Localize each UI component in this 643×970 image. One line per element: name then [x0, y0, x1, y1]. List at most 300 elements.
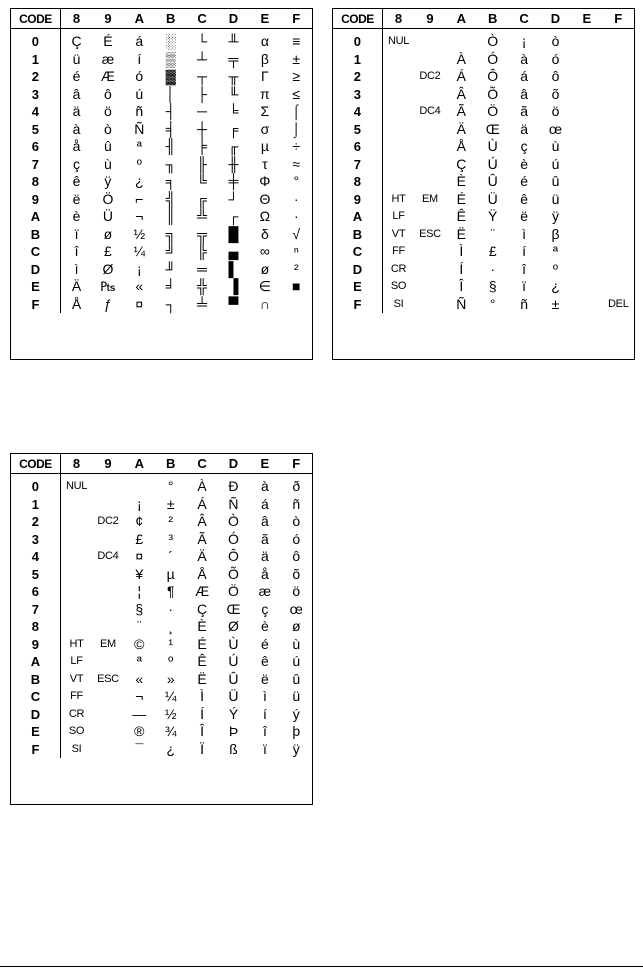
char-cell — [61, 583, 92, 601]
char-cell: ⌐ — [135, 190, 144, 207]
row-code: 5 — [31, 121, 40, 137]
char-cell — [92, 653, 123, 671]
char-column — [383, 29, 414, 313]
char-cell: Ä — [456, 120, 466, 137]
char-cell — [571, 156, 602, 174]
char-cell: ∩ — [259, 295, 270, 312]
char-cell: ä — [72, 103, 81, 119]
char-cell: α — [260, 33, 269, 49]
char-cell — [383, 121, 414, 139]
column-header: 9 — [426, 11, 434, 26]
char-column — [155, 29, 186, 313]
char-cell: ú — [135, 85, 144, 102]
char-cell: ╬ — [197, 278, 208, 294]
char-cell: å — [72, 138, 81, 154]
char-cell: FF — [392, 245, 405, 257]
char-cell: º — [136, 155, 142, 172]
char-cell: ≤ — [292, 85, 301, 102]
char-cell — [383, 68, 414, 86]
char-cell — [92, 478, 123, 496]
char-cell — [383, 86, 414, 104]
row-code: 0 — [31, 479, 40, 494]
char-cell: LF — [392, 210, 405, 222]
char-cell — [571, 51, 602, 69]
char-cell: Ä — [71, 278, 82, 294]
char-cell: ¡ — [136, 260, 142, 277]
char-cell: ë — [72, 190, 81, 207]
row-code: 6 — [353, 139, 362, 154]
char-cell — [92, 601, 123, 619]
char-cell: ¼ — [164, 688, 177, 704]
char-cell: à — [260, 478, 269, 494]
char-cell: ó — [135, 68, 144, 84]
char-cell: û — [292, 670, 301, 687]
char-cell — [603, 173, 634, 191]
column-header: B — [166, 11, 176, 26]
char-cell: ° — [293, 173, 300, 189]
char-cell: å — [260, 565, 269, 582]
char-cell: Ï — [200, 740, 205, 757]
char-cell: ╜ — [165, 260, 176, 277]
char-cell: σ — [260, 120, 270, 137]
char-cell: EM — [99, 637, 116, 650]
char-cell: ò — [551, 33, 560, 49]
char-cell: ç — [261, 600, 269, 617]
char-cell: ö — [104, 103, 112, 119]
char-cell: ñ — [292, 495, 301, 512]
char-cell: ╗ — [165, 225, 176, 242]
char-cell: ´ — [168, 548, 174, 564]
char-cell: £ — [135, 530, 144, 547]
char-cell: β — [551, 225, 560, 242]
char-cell: Ç — [456, 155, 467, 172]
column-header: E — [260, 456, 270, 471]
char-cell: ê — [72, 173, 81, 189]
char-cell: FF — [70, 690, 83, 702]
char-cell: ñ — [520, 295, 528, 312]
char-cell: ÷ — [292, 138, 301, 154]
char-cell: ¿ — [166, 740, 175, 757]
char-cell: ô — [292, 548, 301, 564]
char-column — [281, 474, 312, 758]
char-cell — [92, 723, 123, 741]
char-column — [281, 29, 312, 313]
row-code: 0 — [353, 34, 362, 49]
char-cell: £ — [104, 243, 112, 259]
char-cell: ³ — [168, 530, 174, 547]
char-cell — [603, 86, 634, 104]
char-cell: Ò — [228, 513, 239, 529]
char-cell — [414, 243, 445, 261]
char-cell: ¶ — [166, 583, 175, 599]
char-cell: Ê — [456, 208, 466, 224]
row-code: B — [30, 226, 41, 242]
char-cell: ä — [260, 548, 269, 564]
char-cell: ¤ — [135, 295, 144, 312]
char-cell: Û — [228, 670, 239, 687]
char-cell: Œ — [226, 600, 241, 617]
page-bottom-rule — [0, 966, 643, 967]
char-cell — [92, 741, 123, 759]
char-cell — [571, 296, 602, 314]
row-code: 1 — [31, 496, 40, 512]
char-cell — [603, 121, 634, 139]
char-cell: ¾ — [164, 723, 177, 739]
char-column — [571, 29, 602, 313]
char-cell: LF — [70, 655, 83, 667]
row-code: E — [31, 279, 40, 294]
char-cell: â — [72, 85, 81, 102]
row-code: 3 — [31, 86, 40, 102]
char-cell: Œ — [485, 120, 500, 137]
char-cell: ▒ — [165, 50, 176, 67]
char-cell: ÿ — [551, 208, 559, 224]
char-cell: º — [168, 653, 174, 669]
char-cell: SO — [68, 725, 85, 737]
char-cell: ╧ — [197, 295, 208, 312]
char-cell: ç — [73, 155, 81, 172]
char-column — [218, 29, 249, 313]
char-cell: á — [260, 495, 269, 512]
char-column — [124, 474, 155, 758]
char-cell: ã — [260, 530, 269, 547]
char-cell — [603, 261, 634, 279]
char-cell: Ø — [228, 618, 239, 634]
char-cell: Ó — [487, 50, 499, 67]
code-header: CODE — [11, 9, 61, 28]
char-cell: EM — [421, 192, 438, 205]
char-cell: ¢ — [135, 513, 144, 529]
table-body — [11, 29, 312, 313]
char-cell: « — [135, 670, 144, 687]
char-cell: ö — [551, 103, 560, 119]
char-cell — [603, 156, 634, 174]
char-cell: Σ — [260, 103, 270, 119]
char-cell: ÿ — [104, 173, 112, 189]
char-cell: è — [520, 155, 528, 172]
char-cell: ▓ — [165, 68, 176, 84]
char-cell — [571, 138, 602, 156]
row-code: F — [31, 741, 40, 757]
char-cell: Þ — [228, 723, 239, 739]
row-code: 1 — [31, 51, 40, 67]
char-cell: Ô — [228, 548, 239, 564]
char-cell: ñ — [135, 103, 144, 119]
char-cell — [446, 33, 477, 51]
char-cell — [61, 618, 92, 636]
char-cell — [414, 208, 445, 226]
char-cell: ¿ — [551, 278, 560, 294]
char-cell: â — [260, 513, 269, 529]
char-cell: ¥ — [135, 565, 144, 582]
char-cell: Î — [200, 723, 205, 739]
char-cell: δ — [260, 225, 269, 242]
char-cell: · — [293, 208, 299, 224]
char-cell: Å — [197, 565, 207, 582]
char-cell: ╝ — [165, 243, 176, 259]
char-cell: ú — [292, 653, 301, 669]
char-cell: ╡ — [165, 120, 176, 137]
char-cell: Û — [487, 173, 498, 189]
char-cell: ╛ — [165, 278, 176, 294]
char-cell: Ö — [102, 190, 114, 207]
char-cell: ª — [552, 243, 559, 259]
char-cell — [603, 103, 634, 121]
char-cell: ô — [551, 68, 560, 84]
char-cell: Í — [200, 705, 205, 722]
row-code: F — [353, 296, 362, 312]
char-cell — [61, 531, 92, 549]
char-cell: è — [72, 208, 81, 224]
char-cell: ¹ — [168, 635, 174, 652]
char-cell: ⁿ — [293, 243, 299, 259]
char-cell: ■ — [292, 278, 301, 294]
char-cell: Ø — [102, 260, 114, 277]
row-code: 2 — [31, 514, 40, 529]
char-cell: Ú — [487, 155, 498, 172]
char-cell: ╞ — [197, 138, 208, 154]
char-cell: È — [456, 173, 466, 189]
char-cell: ∞ — [259, 243, 270, 259]
char-cell: Ç — [71, 33, 82, 49]
char-cell: ù — [292, 635, 301, 652]
char-cell: ¬ — [135, 688, 144, 704]
char-cell: ² — [168, 513, 174, 529]
char-cell: ╩ — [197, 208, 208, 224]
char-cell — [571, 278, 602, 296]
char-cell: ß — [229, 740, 238, 757]
char-cell: ESC — [97, 672, 119, 685]
char-cell: ╚ — [197, 173, 208, 189]
code-table-1 — [10, 8, 313, 360]
char-cell: ï — [74, 225, 79, 242]
char-cell — [603, 191, 634, 209]
row-code: A — [30, 654, 41, 669]
column-header: D — [550, 11, 561, 26]
char-cell: î — [74, 243, 79, 259]
char-cell: î — [522, 260, 527, 277]
char-cell: ï — [522, 278, 527, 294]
char-cell — [603, 138, 634, 156]
char-cell: Ó — [228, 530, 239, 547]
char-cell: │ — [166, 85, 176, 102]
char-cell: ¡ — [521, 33, 527, 49]
char-cell: õ — [292, 565, 301, 582]
char-cell — [603, 243, 634, 261]
char-cell — [571, 173, 602, 191]
char-cell: DEL — [608, 297, 629, 310]
char-cell: ¼ — [133, 243, 146, 259]
char-cell: Å — [456, 138, 466, 154]
char-cell: § — [135, 600, 144, 617]
char-cell: ┌ — [228, 208, 239, 224]
char-cell: û — [551, 173, 560, 189]
char-cell — [61, 566, 92, 584]
char-cell: ▄ — [228, 243, 239, 259]
column-header: E — [260, 11, 270, 26]
char-cell — [571, 33, 602, 51]
row-code: 8 — [31, 174, 40, 189]
char-cell: À — [197, 478, 207, 494]
char-cell: ¨ — [490, 225, 496, 242]
char-column — [186, 474, 217, 758]
char-cell: ─ — [197, 103, 208, 119]
char-column — [540, 29, 571, 313]
char-cell: ¸ — [168, 618, 174, 634]
table-body — [11, 474, 312, 758]
row-code: 1 — [353, 51, 362, 67]
column-header: F — [292, 11, 301, 26]
char-cell: █ — [228, 225, 239, 242]
column-header: A — [134, 11, 145, 26]
char-cell: Á — [197, 495, 207, 512]
char-cell: ë — [520, 208, 528, 224]
char-cell: ä — [520, 120, 528, 137]
column-header: C — [197, 456, 207, 471]
char-cell — [61, 496, 92, 514]
char-cell — [571, 226, 602, 244]
column-header: D — [228, 11, 239, 26]
row-code: F — [31, 296, 40, 312]
char-cell: ╣ — [165, 190, 176, 207]
char-cell: É — [197, 635, 207, 652]
char-cell: ® — [134, 723, 145, 739]
char-cell: Æ — [195, 583, 210, 599]
char-cell: ╫ — [228, 155, 239, 172]
char-cell: ¿ — [135, 173, 144, 189]
char-cell: ┼ — [197, 120, 208, 137]
char-cell: ▌ — [228, 260, 239, 277]
char-cell: µ — [166, 565, 175, 582]
column-header: C — [519, 11, 529, 26]
row-code: 0 — [31, 34, 40, 49]
char-cell: β — [260, 50, 269, 67]
row-code: 9 — [31, 191, 40, 207]
char-cell: ⌠ — [292, 103, 301, 119]
char-cell: ò — [292, 513, 301, 529]
char-cell: ì — [522, 225, 527, 242]
char-cell: ┴ — [197, 50, 208, 67]
char-cell: Γ — [261, 68, 269, 84]
char-cell: â — [520, 85, 528, 102]
row-code: 9 — [353, 191, 362, 207]
row-code: B — [352, 226, 363, 242]
column-header: 8 — [72, 456, 81, 471]
char-cell: í — [137, 50, 142, 67]
char-cell: Í — [459, 260, 464, 277]
row-code-column — [333, 29, 383, 313]
char-cell: ¯ — [135, 740, 144, 757]
char-cell: ₧ — [100, 278, 116, 294]
row-code: E — [353, 279, 362, 294]
row-code: 2 — [31, 69, 40, 84]
char-cell: ∙ — [294, 190, 299, 207]
char-cell: VT — [69, 672, 84, 685]
char-cell: ý — [292, 705, 300, 722]
char-cell: ó — [551, 50, 560, 67]
char-cell: ü — [292, 688, 301, 704]
column-header: B — [166, 456, 176, 471]
char-cell: ª — [136, 138, 142, 154]
char-cell — [383, 103, 414, 121]
char-cell: Ê — [197, 653, 207, 669]
char-cell: ╓ — [228, 138, 239, 154]
char-cell: Ã — [456, 103, 466, 119]
char-cell: Å — [71, 295, 82, 312]
char-cell: ó — [292, 530, 301, 547]
char-cell: Ò — [487, 33, 499, 49]
char-cell: Ù — [487, 138, 498, 154]
char-cell — [414, 156, 445, 174]
char-cell: œ — [289, 600, 303, 617]
column-header: 9 — [104, 11, 112, 26]
char-cell: Ü — [228, 688, 239, 704]
char-cell: ì — [74, 260, 79, 277]
char-column — [186, 29, 217, 313]
char-cell: ≡ — [292, 33, 301, 49]
char-cell: ê — [520, 190, 528, 207]
row-code: B — [30, 671, 41, 687]
char-cell: Ë — [197, 670, 207, 687]
table-header-row — [11, 454, 312, 474]
row-code: D — [30, 261, 41, 277]
code-header: CODE — [11, 454, 61, 473]
char-cell — [571, 208, 602, 226]
char-cell: Â — [456, 85, 466, 102]
row-code: A — [352, 209, 363, 224]
char-cell: æ — [101, 50, 115, 67]
char-cell: √ — [292, 225, 301, 242]
char-cell: DC4 — [97, 550, 119, 562]
row-code: 4 — [31, 549, 40, 564]
char-cell: Ü — [487, 190, 498, 207]
row-code: 9 — [31, 636, 40, 652]
char-cell: DC4 — [419, 105, 441, 117]
code-header: CODE — [333, 9, 383, 28]
char-cell: HT — [69, 637, 84, 650]
char-cell — [603, 278, 634, 296]
char-cell: ╟ — [197, 155, 208, 172]
char-cell: û — [104, 138, 112, 154]
row-code: 5 — [353, 121, 362, 137]
char-cell: ╠ — [197, 243, 208, 259]
char-cell — [92, 688, 123, 706]
column-header: A — [134, 456, 145, 471]
char-cell: ¬ — [135, 208, 144, 224]
column-header: D — [228, 456, 239, 471]
char-cell: Ä — [197, 548, 207, 564]
char-cell — [92, 566, 123, 584]
char-cell: ± — [551, 295, 560, 312]
char-cell: é — [72, 68, 81, 84]
char-cell: Æ — [100, 68, 115, 84]
char-cell: · — [168, 600, 174, 617]
char-cell: ô — [104, 85, 112, 102]
char-cell: ¤ — [135, 548, 144, 564]
char-cell — [61, 513, 92, 531]
char-cell: Á — [456, 68, 466, 84]
table-header-row — [333, 9, 634, 29]
char-cell: ø — [103, 225, 113, 242]
char-cell: è — [260, 618, 269, 634]
row-code: A — [30, 209, 41, 224]
column-header: F — [614, 11, 623, 26]
char-cell: ì — [262, 688, 267, 704]
char-column — [155, 474, 186, 758]
char-cell: Ì — [459, 243, 464, 259]
char-cell — [92, 496, 123, 514]
char-cell: ƒ — [104, 295, 112, 312]
